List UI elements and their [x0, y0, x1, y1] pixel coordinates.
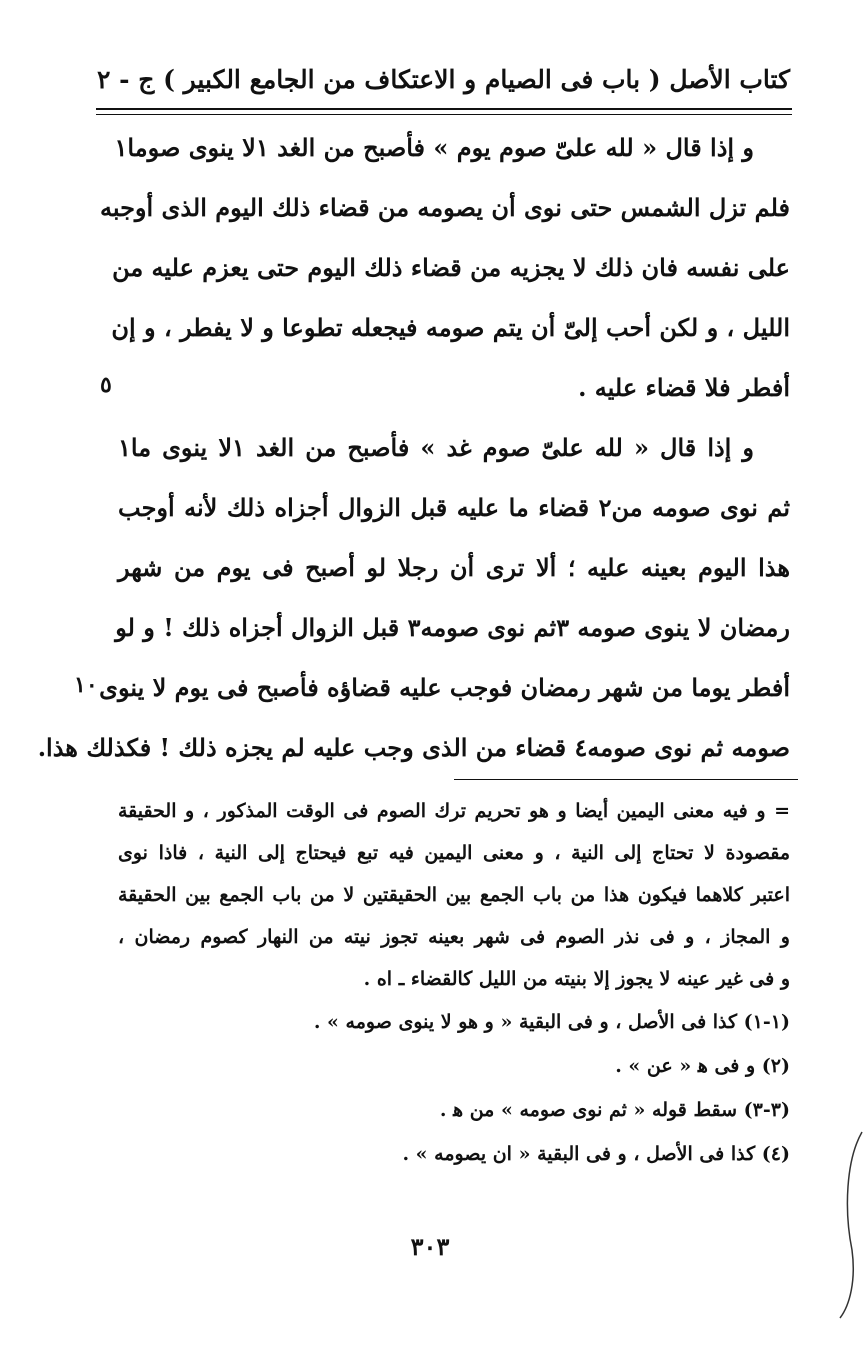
footnote-continuation-line: = و فيه معنى اليمين أيضا و هو تحريم ترك الصوم فى الوقت المذكور ، و الحقيقة	[118, 800, 790, 822]
text-line: فلم تزل الشمس حتى نوى أن يصومه من قضاء ذلك اليوم الذى أوجبه	[99, 193, 790, 222]
text-line: أفطر فلا قضاء عليه .	[578, 373, 790, 402]
text-line: رمضان لا ينوى صومه ٣ثم نوى صومه٣ قبل الزوال أجزاه ذلك ! و لو	[115, 613, 790, 642]
text-line: صومه ثم نوى صومه٤ قضاء من الذى وجب عليه لم يجزه ذلك ! فكذلك هذا.	[37, 733, 790, 762]
text-line: و إذا قال « لله علىّ صوم يوم » فأصبح من الغد ١لا ينوى صوما١	[114, 133, 754, 162]
footnote: (٣-٣) سقط قوله « ثم نوى صومه » من ﻫ .	[439, 1099, 790, 1121]
footnote-continuation-line: مقصودة لا تحتاج إلى النية ، و معنى اليمين فيه تبع فيحتاج إلى النية ، فاذا نوى	[118, 842, 790, 864]
running-header: كتاب الأصل ( باب فى الصيام و الاعتكاف من الجامع الكبير ) ج - ٢	[97, 65, 790, 94]
text-line: على نفسه فان ذلك لا يجزيه من قضاء ذلك اليوم حتى يعزم عليه من	[112, 253, 790, 282]
page-edge-curve	[838, 1130, 864, 1320]
text-line: ثم نوى صومه من٢ قضاء ما عليه قبل الزوال أجزاه ذلك لأنه أوجب	[118, 493, 790, 522]
text-line: الليل ، و لكن أحب إلىّ أن يتم صومه فيجعله تطوعا و لا يفطر ، و إن	[111, 313, 790, 342]
text-line: و إذا قال « لله علىّ صوم غد » فأصبح من الغد ١لا ينوى ما١	[118, 433, 755, 462]
text-line: هذا اليوم بعينه عليه ؛ ألا ترى أن رجلا لو أصبح فى يوم من شهر	[118, 553, 790, 582]
footnote-rule	[454, 779, 798, 780]
header-rule-thin	[96, 114, 792, 115]
page-number: ٣٠٣	[410, 1232, 450, 1261]
footnote: (٤) كذا فى الأصل ، و فى البقية « ان يصومه » .	[402, 1143, 790, 1165]
line-number-10: ١٠	[74, 672, 98, 698]
footnote-continuation-line: اعتبر كلاهما فيكون هذا من باب الجمع بين الحقيقتين لا من باب الجمع بين الحقيقة	[118, 884, 790, 906]
footnotes	[118, 790, 790, 1176]
text-line: أفطر يوما من شهر رمضان فوجب عليه قضاؤه فأصبح فى يوم لا ينوى	[99, 673, 790, 702]
footnote-continuation-line: و فى غير عينه لا يجوز إلا بنيته من الليل كالقضاء ـ اه .	[363, 968, 790, 990]
footnote: (٢) و فى ﻫ « عن » .	[615, 1055, 790, 1077]
footnote: (١-١) كذا فى الأصل ، و فى البقية « و هو لا ينوى صومه » .	[313, 1011, 790, 1033]
header-rule-thick	[96, 108, 792, 110]
footnote-continuation-line: و المجاز ، و فى نذر الصوم فى شهر بعينه تجوز نيته من النهار كصوم رمضان ،	[118, 926, 790, 948]
line-number-5: ٥	[100, 372, 112, 398]
